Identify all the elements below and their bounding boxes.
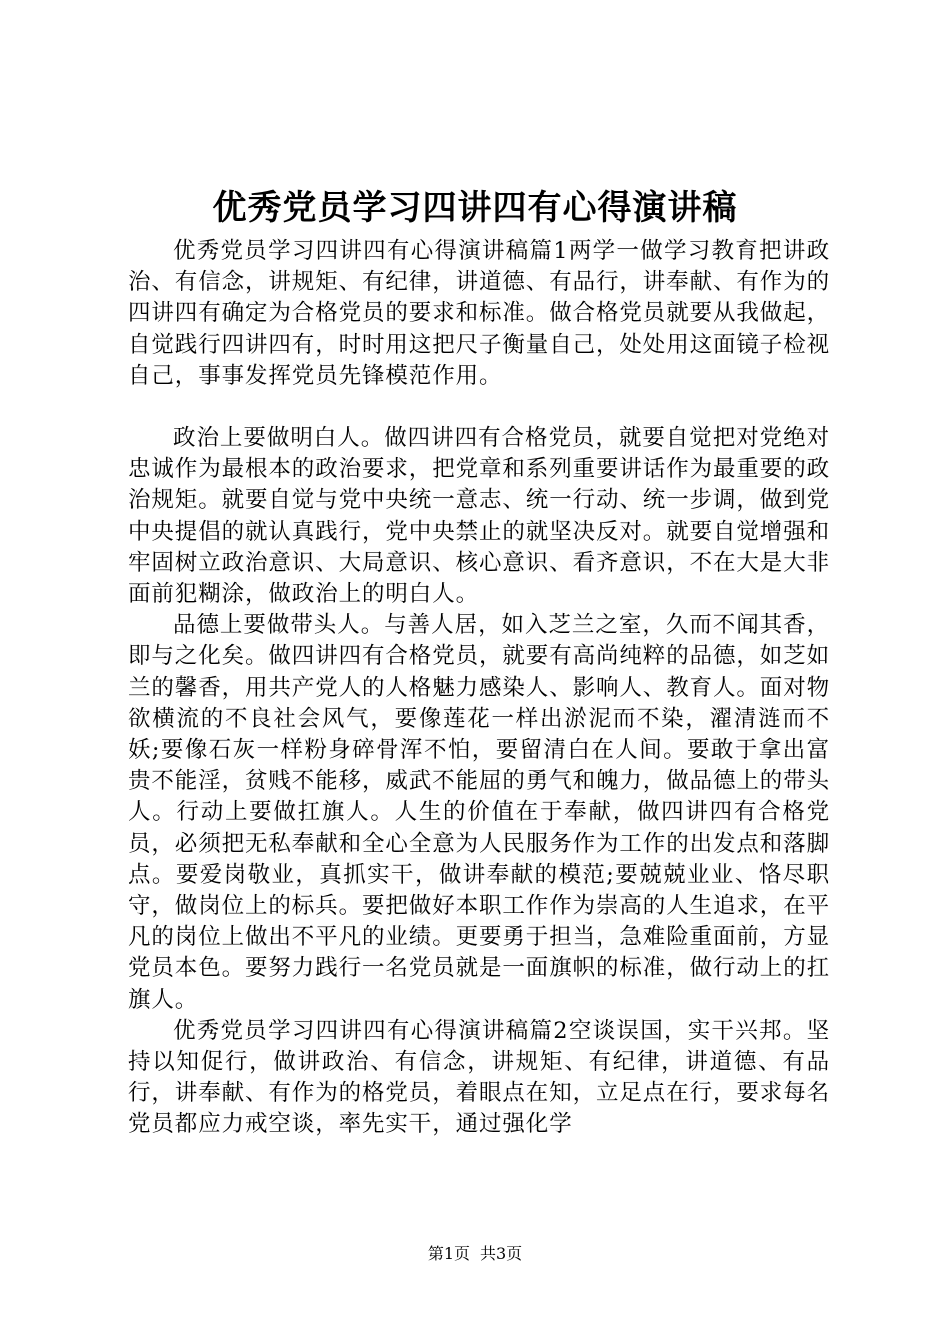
page-footer [0,1243,950,1265]
paragraph-1: 优秀党员学习四讲四有心得演讲稿篇1两学一做学习教育把讲政治、有信念，讲规矩、有纪律，讲道德、有品行，讲奉献、有作为的四讲四有确定为合格党员的要求和标准。做合格党员就要从我做起，自觉践行四讲四有，时时用这把尺子衡量自己，处处用这面镜子检视自己，事事发挥党员先锋模范作用。 [128,238,831,389]
paragraph-3: 品德上要做带头人。与善人居，如入芝兰之室，久而不闻其香，即与之化矣。做四讲四有合格党员，就要有高尚纯粹的品德，如芝如兰的馨香，用共产党人的人格魅力感染人、影响人、教育人。面对物欲横流的不良社会风气，要像莲花一样出淤泥而不染，濯清涟而不妖;要像石灰一样粉身碎骨浑不怕，要留清白在人间。要敢于拿出富贵不能淫，贫贱不能移，威武不能屈的勇气和魄力，做品德上的带头人。行动上要做扛旗人。人生的价值在于奉献，做四讲四有合格党员，必须把无私奉献和全心全意为人民服务作为工作的出发点和落脚点。要爱岗敬业，真抓实干，做讲奉献的模范;要兢兢业业、恪尽职守，做岗位上的标兵。要把做好本职工作作为崇高的人生追求，在平凡的岗位上做出不平凡的业绩。更要勇于担当，急难险重面前，方显党员本色。要努力践行一名党员就是一面旗帜的标准，做行动上的扛旗人。 [128,612,831,1013]
document-title: 优秀党员学习四讲四有心得演讲稿 [212,188,738,228]
paragraph-2: 政治上要做明白人。做四讲四有合格党员，就要自觉把对党绝对忠诚作为最根本的政治要求，把党章和系列重要讲话作为最重要的政治规矩。就要自觉与党中央统一意志、统一行动、统一步调，做到党中央提倡的就认真践行，党中央禁止的就坚决反对。就要自觉增强和牢固树立政治意识、大局意识、核心意识、看齐意识，不在大是大非面前犯糊涂，做政治上的明白人。 [128,425,831,608]
document-body [128,236,830,1141]
page-number: 第1页 [427,1244,470,1263]
paragraph-4: 优秀党员学习四讲四有心得演讲稿篇2空谈误国，实干兴邦。坚持以知促行，做讲政治、有信念，讲规矩、有纪律，讲道德、有品行，讲奉献、有作为的格党员，着眼点在知，立足点在行，要求每名党员都应力戒空谈，率先实干，通过强化学 [128,1017,831,1138]
page-total: 共3页 [480,1244,523,1263]
